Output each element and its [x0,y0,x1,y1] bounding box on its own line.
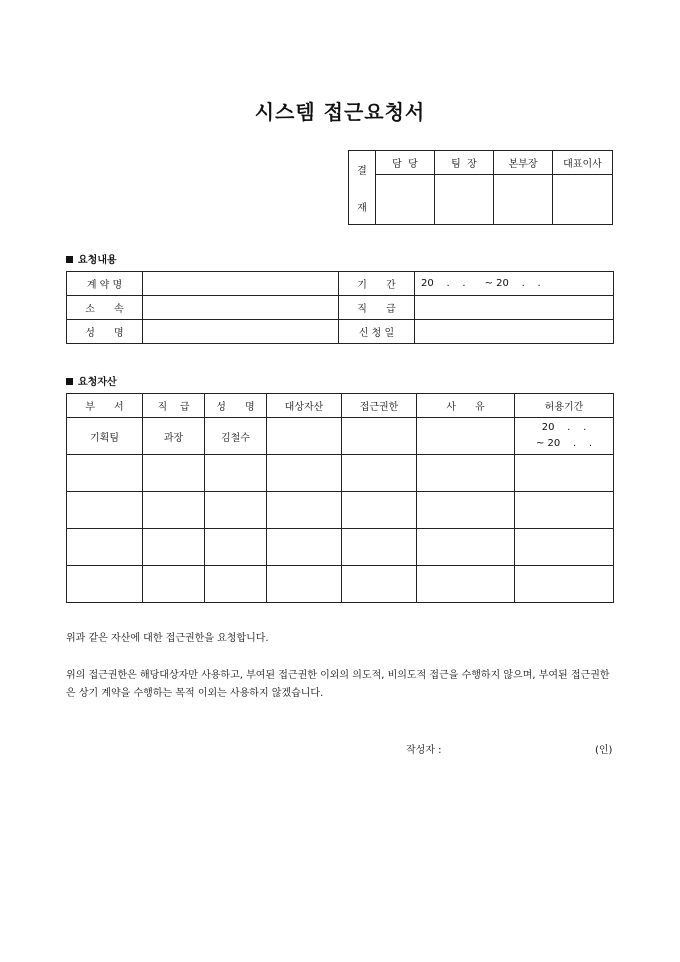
header-allowed-period: 허용기간 [515,394,614,418]
header-access-right: 접근권한 [342,394,417,418]
period-field[interactable]: 20 . . ~ 20 . . [415,272,614,296]
cell-department[interactable] [67,566,143,603]
assets-table [66,393,614,603]
approval-sign-ceo[interactable] [553,175,613,225]
cell-allowed-period[interactable] [515,492,614,529]
period-start: 20 . . [541,422,587,433]
cell-name[interactable] [205,529,267,566]
cell-target-asset[interactable] [267,418,342,455]
assets-section-title: 요청자산 [78,377,117,388]
square-bullet-icon [66,378,73,385]
request-table [66,271,614,344]
cell-name[interactable] [205,566,267,603]
cell-target-asset[interactable] [267,455,342,492]
cell-reason[interactable] [417,492,515,529]
request-statement: 위과 같은 자산에 대한 접근권한을 요청합니다. [66,633,269,644]
request-row [67,272,614,296]
cell-allowed-period[interactable] [515,566,614,603]
cell-target-asset[interactable] [267,529,342,566]
cell-name[interactable] [205,455,267,492]
seal-mark[interactable]: (인) [595,745,613,756]
cell-department[interactable] [67,455,143,492]
cell-target-asset[interactable] [267,566,342,603]
table-row [67,492,614,529]
cell-access-right[interactable] [342,529,417,566]
approval-sign-staff[interactable] [376,175,435,225]
square-bullet-icon [66,256,73,263]
approval-role-ceo: 대표이사 [553,151,613,175]
document-title: 시스템 접근요청서 [254,100,426,124]
header-reason: 사 유 [417,394,515,418]
cell-department[interactable] [67,492,143,529]
table-row [67,418,614,455]
rank-label: 직 급 [339,296,415,320]
request-row [67,296,614,320]
approval-role-staff: 담 당 [376,151,435,175]
cell-name[interactable] [205,492,267,529]
cell-access-right[interactable] [342,455,417,492]
assets-header-row [67,394,614,418]
approval-table [348,150,613,225]
cell-department[interactable] [67,529,143,566]
cell-name[interactable]: 김철수 [205,418,267,455]
approval-sign-team-lead[interactable] [435,175,494,225]
header-rank: 직 급 [143,394,205,418]
approval-side-label-1: 결 [357,165,367,177]
contract-name-label: 계 약 명 [67,272,143,296]
cell-allowed-period[interactable] [515,455,614,492]
request-section-heading [66,251,117,266]
affiliation-label: 소 속 [67,296,143,320]
cell-allowed-period[interactable] [515,529,614,566]
header-department: 부 서 [67,394,143,418]
table-row [67,566,614,603]
cell-access-right[interactable] [342,566,417,603]
request-row [67,320,614,344]
assets-section-heading [66,373,117,388]
cell-reason[interactable] [417,566,515,603]
period-label: 기 간 [339,272,415,296]
cell-reason[interactable] [417,455,515,492]
header-name: 성 명 [205,394,267,418]
cell-rank[interactable] [143,566,205,603]
table-row [67,455,614,492]
cell-rank[interactable] [143,492,205,529]
approval-role-division-head: 본부장 [494,151,553,175]
contract-name-field[interactable] [143,272,339,296]
approval-role-team-lead: 팀 장 [435,151,494,175]
approval-side-label [349,151,376,225]
name-field[interactable] [143,320,339,344]
cell-access-right[interactable] [342,492,417,529]
affiliation-field[interactable] [143,296,339,320]
name-label: 성 명 [67,320,143,344]
cell-target-asset[interactable] [267,492,342,529]
rank-field[interactable] [415,296,614,320]
cell-reason[interactable] [417,529,515,566]
cell-rank[interactable] [143,455,205,492]
header-target-asset: 대상자산 [267,394,342,418]
cell-department[interactable]: 기획팀 [67,418,143,455]
cell-access-right[interactable] [342,418,417,455]
application-date-label: 신 청 일 [339,320,415,344]
approval-side-label-2: 재 [357,202,367,214]
table-row [67,529,614,566]
cell-rank[interactable] [143,529,205,566]
request-section-title: 요청내용 [78,255,117,266]
cell-reason[interactable] [417,418,515,455]
writer-label: 작성자 : [406,745,442,756]
application-date-field[interactable] [415,320,614,344]
pledge-statement: 위의 접근권한은 해당대상자만 사용하고, 부여된 접근권한 이외의 의도적, 비의도적 접근을 수행하지 않으며, 부여된 접근권한은 상기 계약을 수행하는 목적 이외는 사용하지 않겠습니다. [66,670,610,699]
cell-allowed-period[interactable] [515,418,614,455]
period-end: ~ 20 . . [535,438,593,449]
cell-rank[interactable]: 과장 [143,418,205,455]
approval-sign-division-head[interactable] [494,175,553,225]
